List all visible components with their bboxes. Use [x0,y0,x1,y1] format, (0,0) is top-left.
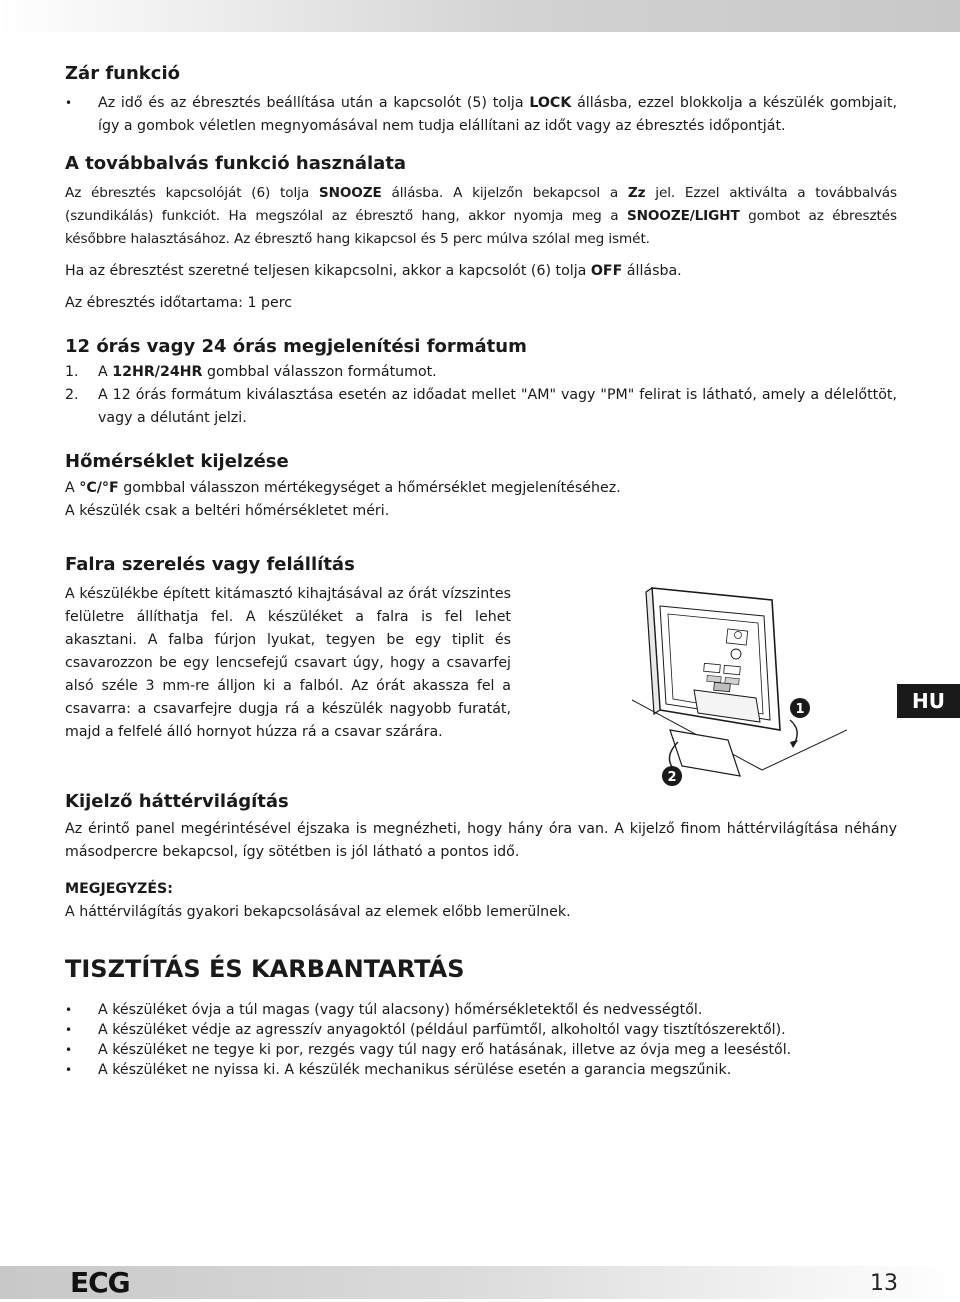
backlight-paragraph: Az érintő panel megérintésével éjszaka is megnézheti, hogy hány óra van. A kijelző finom háttérvilágítása néhány másodpercre bekapcsol, így sötétben is jól látható a pontos idő. [65,821,897,860]
snooze-off-paragraph: Ha az ébresztést szeretné teljesen kikapcsolni, akkor a kapcsolót (6) tolja OFF állásba. [65,263,682,279]
cleaning-bullet: • A készüléket óvja a túl magas (vagy túl alacsony) hőmérsékletektől és nedvességtől. [65,1000,897,1020]
page-content [65,62,897,1080]
format-item: 1. A 12HR/24HR gombbal válasszon formátumot. [65,364,437,380]
brand-logo: ECG [70,1266,130,1299]
format-list [65,361,897,430]
footer-band [0,1266,960,1299]
lock-bullet: • Az idő és az ébresztés beállítása után a kapcsolót (5) tolja LOCK állásba, ezzel blokkolja a készülék gombjait, így a gombok véletlen megnyomásával nem tudja elállítani az időt vagy az ébresztés időpontját. [65,92,897,138]
header-band [0,0,960,32]
clock-stand-illustration [632,580,847,790]
cleaning-bullet: • A készüléket ne nyissa ki. A készülék mechanikus sérülése esetén a garancia megszűnik. [65,1060,897,1080]
cleaning-heading: TISZTÍTÁS ÉS KARBANTARTÁS [65,955,465,983]
lock-heading: Zár funkció [65,63,180,84]
backlight-heading: Kijelző háttérvilágítás [65,791,289,812]
lock-list [65,92,897,138]
snooze-duration: Az ébresztés időtartama: 1 perc [65,295,293,311]
temperature-unit-text: A °C/°F gombbal válasszon mértékegységet a hőmérséklet megjelenítéséhez. [65,480,621,496]
snooze-paragraph: Az ébresztés kapcsolóját (6) tolja SNOOZE állásba. A kijelzőn bekapcsol a Zz jel. Ezzel aktiválta a továbbalvás (szundikálás) funkciót. Ha megszólal az ébresztő hang, akkor nyomja meg a SNOOZE/LIGHT gombot az ébresztés későbbre halasztásához. Az ébresztő hang kikapcsol és 5 perc múlva szólal meg ismét. [65,185,898,247]
snooze-heading: A továbbalvás funkció használata [65,153,407,174]
temperature-heading: Hőmérséklet kijelzése [65,451,289,472]
format-heading: 12 órás vagy 24 órás megjelenítési formátum [65,336,527,357]
page-number: 13 [870,1271,898,1296]
wall-heading: Falra szerelés vagy felállítás [65,554,355,575]
callout-2: 2 [667,770,677,785]
callout-1: 1 [795,702,805,717]
wall-paragraph: A készülékbe épített kitámasztó kihajtásával az órát vízszintes felületre állíthatja fel. A készüléket a falra is fel lehet akasztani. A falba fúrjon lyukat, tegyen be egy tiplit és csavarozzon be egy lencsefejű csavart úgy, hogy a csavarfej alsó széle 3 mm-re álljon ki a falból. Az órát akassza fel a csavarra: a csavarfejre dugja rá a készülék nagyobb furatát, majd a felfelé álló hornyot húzza rá a csavar szárára. [65,586,511,740]
cleaning-bullet: • A készüléket ne tegye ki por, rezgés vagy túl nagy erő hatásának, illetve az óvja meg a leeséstől. [65,1040,897,1060]
temperature-indoor-text: A készülék csak a beltéri hőmérsékletet méri. [65,503,390,519]
note-text: A háttérvilágítás gyakori bekapcsolásával az elemek előbb lemerülnek. [65,904,571,920]
cleaning-list [65,1000,897,1080]
note-label: MEGJEGYZÉS: [65,881,173,897]
cleaning-bullet: • A készüléket védje az agresszív anyagoktól (például parfümtől, alkoholtól vagy tisztítószerektől). [65,1020,897,1040]
format-item: 2. A 12 órás formátum kiválasztása esetén az időadat mellet "AM" vagy "PM" felirat is látható, amely a délelőttöt, vagy a délutánt jelzi. [65,387,897,426]
language-tab: HU [897,684,960,718]
